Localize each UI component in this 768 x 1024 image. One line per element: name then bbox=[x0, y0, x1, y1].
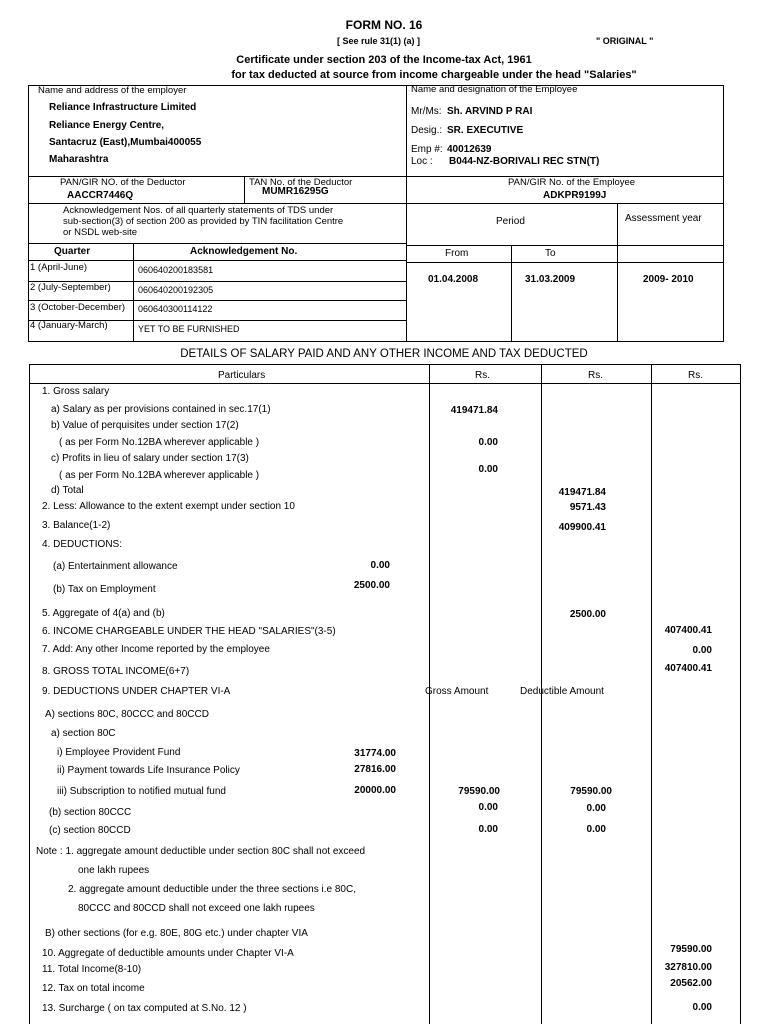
period-to-date: 31.03.2009 bbox=[525, 274, 576, 285]
c3-total-income: 327810.00 bbox=[664, 962, 712, 973]
employee-designation: SR. EXECUTIVE bbox=[447, 125, 524, 136]
ack-quarter-1: 1 (April-June) bbox=[30, 262, 88, 273]
line-tax-on-employment: (b) Tax on Employment bbox=[53, 584, 156, 595]
line-section-80ccc: (b) section 80CCC bbox=[49, 807, 132, 818]
line-total-income: 11. Total Income(8-10) bbox=[42, 964, 142, 975]
certificate-subtitle: for tax deducted at source from income chargeable under the head "Salaries" bbox=[231, 69, 637, 81]
rs-header-1: Rs. bbox=[475, 370, 490, 381]
particulars-header: Particulars bbox=[218, 370, 266, 381]
line-note-1-cont: one lakh rupees bbox=[78, 865, 150, 876]
amount-mutual-fund: 20000.00 bbox=[354, 785, 396, 796]
employer-address-line-3: Maharashtra bbox=[49, 154, 109, 165]
line-perquisites-17-2: b) Value of perquisites under section 17(2) bbox=[51, 420, 239, 431]
line-salary-17-1: a) Salary as per provisions contained in sec.17(1) bbox=[51, 404, 271, 415]
c3-other-income: 0.00 bbox=[692, 645, 712, 656]
period-label: Period bbox=[496, 216, 525, 227]
line-note-2-cont: 80CCC and 80CCD shall not exceed one lakh rupees bbox=[78, 903, 315, 914]
pan-deductor: AACCR7446Q bbox=[67, 190, 134, 201]
ack-row-line-2 bbox=[28, 300, 407, 301]
period-subheader-line bbox=[407, 262, 724, 263]
ack-quarter-divider bbox=[133, 243, 134, 342]
rs-header-3: Rs. bbox=[688, 370, 703, 381]
line-note-2: 2. aggregate amount deductible under the three sections i.e 80C, bbox=[68, 884, 356, 895]
top-box-border-left bbox=[28, 85, 29, 342]
c1-gross-80c: 79590.00 bbox=[458, 786, 500, 797]
line-income-chargeable: 6. INCOME CHARGEABLE UNDER THE HEAD "SALARIES"(3-5) bbox=[42, 626, 336, 637]
line-less-allowance: 2. Less: Allowance to the extent exempt under section 10 bbox=[42, 501, 295, 512]
employee-location: B044-NZ-BORIVALI REC STN(T) bbox=[449, 156, 600, 167]
pan-tan-divider bbox=[244, 176, 245, 204]
line-form12ba-2: ( as per Form No.12BA wherever applicable ) bbox=[59, 470, 260, 481]
certificate-title: Certificate under section 203 of the Income-tax Act, 1961 bbox=[236, 54, 532, 66]
details-border-top bbox=[29, 364, 741, 365]
ack-header-bottom-line bbox=[28, 260, 407, 261]
pan-employee: ADKPR9199J bbox=[543, 190, 607, 201]
employee-name: Sh. ARVIND P RAI bbox=[447, 106, 533, 117]
c2-less-allowance: 9571.43 bbox=[569, 502, 606, 513]
tan-label: TAN No. of the Deductor bbox=[249, 177, 353, 188]
period-from-date: 01.04.2008 bbox=[428, 274, 479, 285]
amount-tax-on-employment: 2500.00 bbox=[353, 580, 390, 591]
employer-name: Reliance Infrastructure Limited bbox=[49, 102, 197, 113]
line-other-sections: B) other sections (for e.g. 80E, 80G etc.) under chapter VIA bbox=[45, 928, 308, 939]
c2-total: 419471.84 bbox=[558, 487, 606, 498]
details-border-right bbox=[740, 364, 741, 1024]
rule-reference: [ See rule 31(1) (a) ] bbox=[337, 36, 421, 46]
employee-emp-label: Emp #: bbox=[411, 144, 443, 155]
employer-address-line-2: Santacruz (East),Mumbai400055 bbox=[49, 137, 202, 148]
c2-deductible-80ccd: 0.00 bbox=[586, 824, 606, 835]
line-deductions: 4. DEDUCTIONS: bbox=[42, 539, 123, 550]
line-balance: 3. Balance(1-2) bbox=[42, 520, 111, 531]
line-note-1: Note : 1. aggregate amount deductible under section 80C shall not exceed bbox=[36, 846, 366, 857]
ack-number-4: YET TO BE FURNISHED bbox=[138, 324, 240, 334]
details-title: DETAILS OF SALARY PAID AND ANY OTHER INCOME AND TAX DEDUCTED bbox=[180, 348, 588, 360]
c1-salary-17-1: 419471.84 bbox=[450, 405, 498, 416]
period-header-line bbox=[407, 245, 724, 246]
amount-provident-fund: 31774.00 bbox=[354, 748, 396, 759]
period-from-to-divider bbox=[511, 245, 512, 342]
details-col-3-divider bbox=[651, 364, 652, 1024]
employer-address-line-1: Reliance Energy Centre, bbox=[49, 120, 165, 131]
line-life-insurance: ii) Payment towards Life Insurance Policy bbox=[57, 765, 240, 776]
line-total: d) Total bbox=[51, 485, 84, 496]
ack-header-top-line bbox=[28, 243, 407, 244]
line-section-80ccd: (c) section 80CCD bbox=[49, 825, 131, 836]
line-form12ba-1: ( as per Form No.12BA wherever applicable ) bbox=[59, 437, 260, 448]
employer-label: Name and address of the employer bbox=[38, 85, 187, 96]
employee-name-label: Mr/Ms: bbox=[411, 106, 442, 117]
employee-loc-label: Loc : bbox=[411, 156, 433, 167]
c1-profits: 0.00 bbox=[478, 464, 498, 475]
top-box-middle-divider bbox=[406, 85, 407, 342]
c2-aggregate-4: 2500.00 bbox=[569, 609, 606, 620]
amount-life-insurance: 27816.00 bbox=[354, 764, 396, 775]
deductible-amount-header: Deductible Amount bbox=[520, 686, 604, 697]
c3-income-chargeable: 407400.41 bbox=[664, 625, 712, 636]
c3-tax-on-total-income: 20562.00 bbox=[670, 978, 712, 989]
line-entertainment-allowance: (a) Entertainment allowance bbox=[53, 561, 178, 572]
ack-description-line-3: or NSDL web-site bbox=[63, 227, 138, 238]
assessment-year-label: Assessment year bbox=[625, 213, 702, 224]
ack-number-3: 060640300114122 bbox=[138, 304, 213, 314]
line-gross-salary: 1. Gross salary bbox=[42, 386, 110, 397]
rs-header-2: Rs. bbox=[588, 370, 603, 381]
amount-entertainment-allowance: 0.00 bbox=[370, 560, 390, 571]
line-mutual-fund: iii) Subscription to notified mutual fund bbox=[57, 786, 226, 797]
tan-number: MUMR16295G bbox=[262, 186, 329, 197]
ack-quarter-4: 4 (January-March) bbox=[30, 320, 108, 331]
period-from-label: From bbox=[445, 248, 469, 259]
employee-desig-label: Desig.: bbox=[411, 125, 443, 136]
original-label: " ORIGINAL " bbox=[596, 36, 654, 46]
c1-perquisites: 0.00 bbox=[478, 437, 498, 448]
line-other-income: 7. Add: Any other Income reported by the employee bbox=[42, 644, 270, 655]
c2-deductible-80c: 79590.00 bbox=[570, 786, 612, 797]
c3-gross-total-income: 407400.41 bbox=[664, 663, 712, 674]
period-to-label: To bbox=[545, 248, 556, 259]
line-surcharge: 13. Surcharge ( on tax computed at S.No. 12 ) bbox=[42, 1003, 247, 1014]
ack-number-1: 060640200183581 bbox=[138, 265, 214, 275]
ack-description-line-1: Acknowledgement Nos. of all quarterly statements of TDS under bbox=[63, 205, 334, 216]
employee-number: 40012639 bbox=[447, 144, 492, 155]
pan-employee-label: PAN/GIR No. of the Employee bbox=[508, 177, 636, 188]
gross-amount-header: Gross Amount bbox=[425, 686, 489, 697]
line-gross-total-income: 8. GROSS TOTAL INCOME(6+7) bbox=[42, 666, 190, 677]
ack-description-line-2: sub-section(3) of section 200 as provided by TIN facilitation Centre bbox=[63, 216, 344, 227]
c2-deductible-80ccc: 0.00 bbox=[586, 803, 606, 814]
line-aggregate-deductible: 10. Aggregate of deductible amounts under Chapter VI-A bbox=[42, 948, 294, 959]
line-provident-fund: i) Employee Provident Fund bbox=[57, 747, 181, 758]
pan-row-bottom-line bbox=[28, 203, 724, 204]
line-profits-17-3: c) Profits in lieu of salary under section 17(3) bbox=[51, 453, 249, 464]
line-aggregate-4: 5. Aggregate of 4(a) and (b) bbox=[42, 608, 165, 619]
quarter-header: Quarter bbox=[54, 246, 91, 257]
c1-gross-80ccd: 0.00 bbox=[478, 824, 498, 835]
ack-quarter-2: 2 (July-September) bbox=[30, 282, 111, 293]
assessment-year: 2009- 2010 bbox=[643, 274, 694, 285]
ack-number-2: 060640200192305 bbox=[138, 285, 214, 295]
period-assessment-divider bbox=[617, 203, 618, 342]
c3-aggregate-deductible: 79590.00 bbox=[670, 944, 712, 955]
line-tax-on-total-income: 12. Tax on total income bbox=[42, 983, 145, 994]
employee-label: Name and designation of the Employee bbox=[411, 84, 578, 95]
details-border-left bbox=[29, 364, 30, 1024]
c1-gross-80ccc: 0.00 bbox=[478, 802, 498, 813]
line-sections-80c: A) sections 80C, 80CCC and 80CCD bbox=[45, 709, 209, 720]
line-chapter-via: 9. DEDUCTIONS UNDER CHAPTER VI-A bbox=[42, 686, 231, 697]
details-header-line bbox=[29, 383, 741, 384]
pan-deductor-label: PAN/GIR NO. of the Deductor bbox=[60, 177, 186, 188]
c2-balance: 409900.41 bbox=[558, 522, 606, 533]
ack-quarter-3: 3 (October-December) bbox=[30, 302, 126, 313]
form-number: FORM NO. 16 bbox=[345, 18, 423, 32]
line-section-80c: a) section 80C bbox=[51, 728, 116, 739]
top-box-border-right bbox=[723, 85, 724, 342]
c3-surcharge: 0.00 bbox=[692, 1002, 712, 1013]
ack-number-header: Acknowledgement No. bbox=[190, 246, 298, 257]
